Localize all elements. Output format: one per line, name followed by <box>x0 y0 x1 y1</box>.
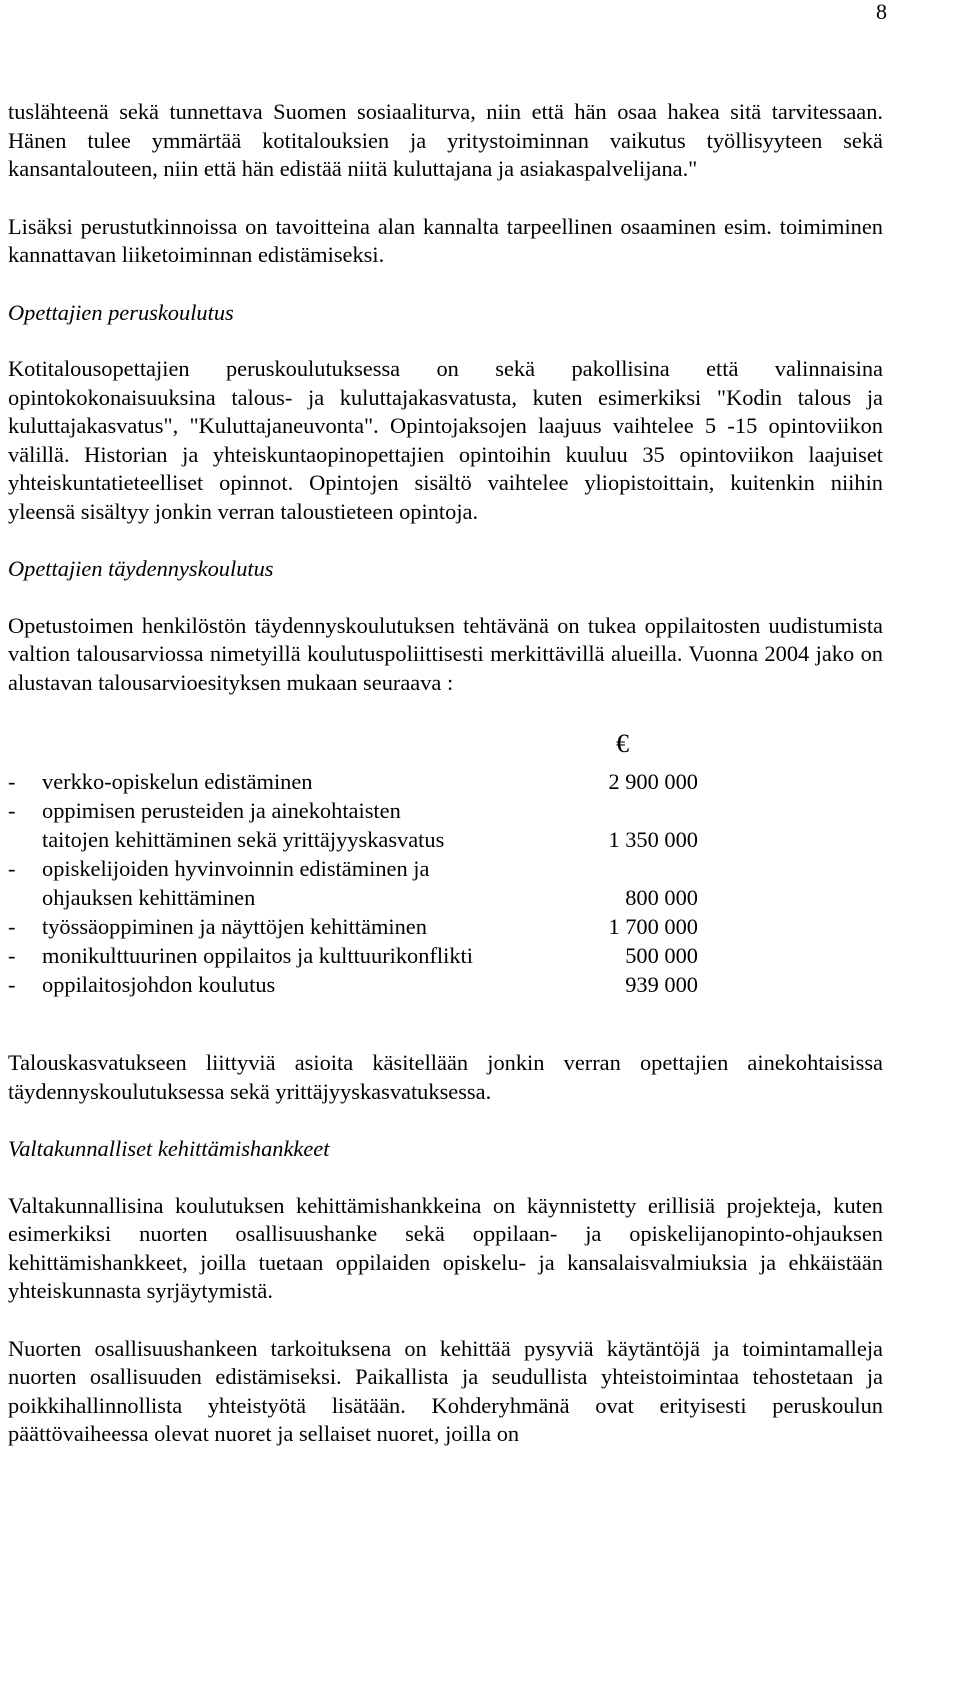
euro-currency-symbol: € <box>616 729 629 758</box>
list-item <box>8 971 698 999</box>
list-dash: - <box>8 972 16 997</box>
budget-allocation-list <box>8 730 883 1020</box>
list-item-amount: 939 000 <box>625 972 698 997</box>
list-item <box>8 768 698 796</box>
list-dash: - <box>8 943 16 968</box>
list-item-continuation <box>8 884 698 912</box>
paragraph-3: Kotitalousopettajien peruskoulutuksessa on sekä pakollisina että valinnaisina opintokokonaisuuksina talous- ja kuluttajakasvatusta, kuten esimerkiksi "Kodin talous ja kuluttajakasvatus", "Kuluttajaneuvonta". Opintojaksojen laajuus vaihtelee 5 -15 opintoviikon välillä. Historian ja yhteiskuntaopinopettajien opintoihin kuuluu 35 opintoviikon laajuiset yhteiskuntatieteelliset opinnot. Opintojen sisältö vaihtelee yliopistoittain, kuitenkin niihin yleensä sisältyy jonkin verran taloustieteen opintoja. <box>8 356 883 524</box>
list-item-continuation <box>8 826 698 854</box>
list-dash: - <box>8 914 16 939</box>
section-heading-teacher-further-training: Opettajien täydennyskoulutus <box>8 556 274 581</box>
list-item-label: opiskelijoiden hyvinvoinnin edistäminen ja <box>42 856 430 881</box>
paragraph-2: Lisäksi perustutkinnoissa on tavoitteina alan kannalta tarpeellinen osaaminen esim. toimiminen kannattavan liiketoiminnan edistämiseksi. <box>8 213 883 267</box>
paragraph-7: Nuorten osallisuushankeen tarkoituksena on kehittää pysyviä käytäntöjä ja toimintamalleja nuorten osallisuuden edistämiseksi. Paikallista ja seudullista yhteistoimintaa tehostetaan ja poikkihallinnollista yhteistyötä lisätään. Kohderyhmänä ovat erityisesti peruskoulun päättövaiheessa olevat nuoret ja sellaiset nuoret, joilla on <box>8 1335 883 1446</box>
list-item <box>8 855 698 883</box>
list-dash: - <box>8 769 16 794</box>
list-dash: - <box>8 798 16 823</box>
list-item <box>8 913 698 941</box>
list-item-amount: 500 000 <box>625 943 698 968</box>
list-item <box>8 797 698 825</box>
list-item-label: monikulttuurinen oppilaitos ja kulttuurikonflikti <box>42 943 473 968</box>
list-item-label: työssäoppiminen ja näyttöjen kehittäminen <box>42 914 427 939</box>
paragraph-4: Opetustoimen henkilöstön täydennyskoulutuksen tehtävänä on tukea oppilaitosten uudistumista valtion talousarviossa nimetyillä koulutuspoliittisesti merkittävillä alueilla. Vuonna 2004 jako on alustavan talousarvioesityksen mukaan seuraava : <box>8 612 883 695</box>
list-item <box>8 942 698 970</box>
section-heading-teacher-basic-training: Opettajien peruskoulutus <box>8 299 234 325</box>
list-item-amount: 800 000 <box>625 885 698 910</box>
list-item-label: oppilaitosjohdon koulutus <box>42 972 276 997</box>
list-item-label: verkko-opiskelun edistäminen <box>42 769 313 794</box>
section-heading-national-projects: Valtakunnalliset kehittämishankkeet <box>8 1136 330 1161</box>
list-item-amount: 1 350 000 <box>608 827 698 852</box>
list-dash: - <box>8 856 16 881</box>
document-body <box>8 98 883 1449</box>
list-item-label-line-2: taitojen kehittäminen sekä yrittäjyyskasvatus <box>42 827 445 852</box>
page-number: 8 <box>876 0 887 24</box>
list-item-amount: 1 700 000 <box>608 914 698 939</box>
list-item-label-line-2: ohjauksen kehittäminen <box>42 885 256 910</box>
paragraph-1: tuslähteenä sekä tunnettava Suomen sosiaaliturva, niin että hän osaa hakea sitä tarvitessaan. Hänen tulee ymmärtää kotitalouksien ja yritystoiminnan vaikutus työllisyyteen sekä kansantalouteen, niin että hän edistää niitä kuluttajana ja asiakaspalvelijana." <box>8 99 883 181</box>
list-item-label: oppimisen perusteiden ja ainekohtaisten <box>42 798 401 823</box>
list-item-amount: 2 900 000 <box>608 769 698 794</box>
paragraph-5: Talouskasvatukseen liittyviä asioita käsitellään jonkin verran opettajien ainekohtaisissa täydennyskoulutuksessa sekä yrittäjyyskasvatuksessa. <box>8 1050 883 1104</box>
paragraph-6: Valtakunnallisina koulutuksen kehittämishankkeina on käynnistetty erillisiä projekteja, kuten esimerkiksi nuorten osallisuushanke sekä oppilaan- ja opiskelijanopinto-ohjauksen kehittämishankkeet, joilla tuetaan oppilaiden opiskelu- ja kansalaisvalmiuksia ja ehkäistään yhteiskunnasta syrjäytymistä. <box>8 1192 883 1303</box>
